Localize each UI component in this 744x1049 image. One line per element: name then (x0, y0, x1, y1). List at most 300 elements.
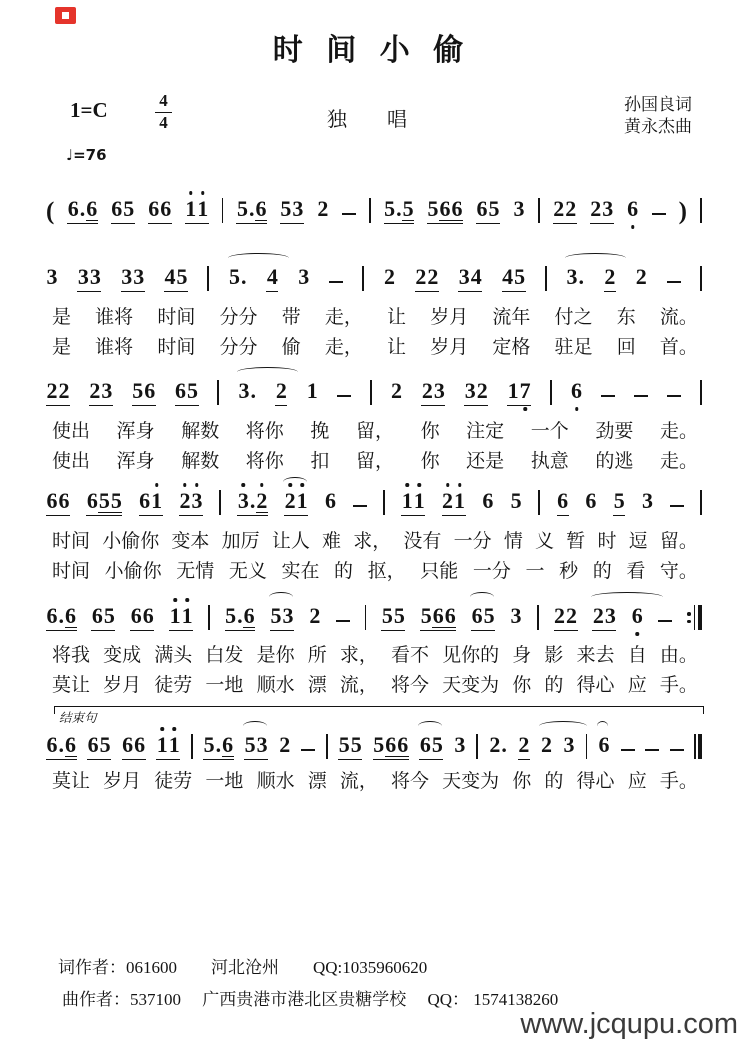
note-char: 6 (324, 488, 336, 513)
lyric-group: 将我 (52, 645, 91, 666)
note-char: 3 (46, 264, 58, 289)
duration-dash (670, 505, 684, 507)
duration-dash (652, 213, 666, 215)
note-char: 2 (179, 488, 191, 513)
duration-dash (601, 395, 615, 397)
note-part (275, 380, 287, 403)
note-part (270, 605, 294, 628)
lyric-group: 的 (592, 561, 612, 582)
note-part (592, 605, 616, 628)
lyric-group: 看不 (390, 645, 429, 666)
note-part (454, 734, 466, 757)
note-token (244, 734, 268, 760)
lyric-group: 时间 (157, 307, 196, 328)
note-part (185, 198, 209, 221)
note-char: 5 (393, 603, 405, 628)
note-part (179, 490, 203, 513)
note-token (489, 734, 508, 760)
note-char: 2 (421, 378, 433, 403)
note-token (46, 734, 77, 760)
note-part (203, 734, 222, 757)
lyrics-line (52, 332, 698, 359)
note-char: 6 (451, 196, 463, 221)
lyrics-line (52, 446, 698, 473)
note-token (401, 490, 425, 516)
note-char: 1 (185, 196, 197, 221)
note-part (130, 605, 154, 628)
note-char: 3 (513, 196, 525, 221)
duration-dash (667, 281, 681, 283)
barline (365, 605, 367, 630)
slur-arc (539, 721, 587, 731)
lyric-group: 身 (512, 645, 532, 666)
lyric-group: 秒 (559, 561, 579, 582)
note-char: . (215, 732, 222, 757)
lyric-group: 加厉 (221, 531, 260, 552)
note-token (476, 198, 500, 224)
note-char: 5 (514, 264, 526, 289)
note-part (121, 266, 145, 289)
note-part (502, 266, 526, 289)
note-char: 1 (169, 603, 181, 628)
slur-arc (243, 721, 267, 731)
note-token (238, 380, 257, 406)
note-part (255, 198, 267, 221)
repeat-dot (687, 620, 691, 624)
note-char: 6 (58, 488, 70, 513)
music-system-notes (46, 194, 702, 224)
duration-dash (658, 620, 672, 622)
lyric-group: 你 (512, 675, 532, 696)
lyric-group: 偷 (281, 337, 301, 358)
note-char: 1 (181, 603, 193, 628)
note-token (175, 380, 199, 406)
lyric-group: 义 (535, 531, 555, 552)
lyric-group: 让人 (271, 531, 310, 552)
note-char: 3 (191, 488, 203, 513)
note-part (510, 605, 522, 628)
lyrics-line (52, 526, 698, 553)
note-part (86, 198, 98, 221)
coda-label: 结束句 (56, 708, 100, 726)
lyric-group: 还是 (466, 451, 505, 472)
note-token (381, 605, 405, 631)
note-char: 2 (279, 732, 291, 757)
note-part (482, 490, 494, 513)
note-char: 1 (413, 488, 425, 513)
note-part (604, 266, 616, 289)
note-char: 1 (507, 378, 519, 403)
note-token (139, 490, 163, 516)
note-char: 2 (590, 196, 602, 221)
note-part (244, 734, 268, 757)
music-system-notes (46, 376, 702, 406)
note-part (156, 734, 180, 757)
note-char: 3 (256, 732, 268, 757)
lyric-group: 来去 (576, 645, 615, 666)
note-part (464, 380, 488, 403)
lyric-group: 手。 (659, 675, 698, 696)
note-part (540, 734, 552, 757)
note-char: 6 (144, 378, 156, 403)
note-char: 5 (229, 264, 241, 289)
note-part (513, 198, 525, 221)
note-char: 5 (338, 732, 350, 757)
barline (208, 605, 210, 630)
note-char: 2 (540, 732, 552, 757)
note-char: 3 (458, 264, 470, 289)
repeat-dot (687, 612, 691, 616)
note-token (280, 198, 304, 224)
lyric-group: 一地 (205, 675, 244, 696)
lyric-group: 留。 (659, 531, 698, 552)
note-char: 3 (89, 264, 101, 289)
note-token (420, 605, 456, 631)
barline (700, 198, 702, 223)
time-signature-top: 4 (159, 91, 168, 110)
note-char: 2 (391, 378, 403, 403)
note-char: 5 (373, 732, 385, 757)
barline-thin (694, 605, 696, 630)
note-char: 5 (510, 488, 522, 513)
note-part (164, 266, 188, 289)
note-token (563, 734, 575, 760)
note-char: 1 (156, 732, 168, 757)
lyric-group: 带 (281, 307, 301, 328)
slur-arc (565, 253, 626, 263)
note-char: 6 (419, 732, 431, 757)
note-part (222, 734, 234, 757)
note-char: 2 (58, 378, 70, 403)
lyric-group: 天变为 (442, 675, 500, 696)
note-part (415, 266, 439, 289)
note-part (317, 198, 329, 221)
note-char: 2 (415, 264, 427, 289)
note-part (237, 490, 256, 513)
note-token (86, 490, 122, 516)
duration-dash (670, 749, 684, 751)
lyric-group: 将今 (390, 675, 429, 696)
duration-dash (621, 749, 635, 751)
lyric-group: 求， (353, 531, 392, 552)
lyric-group: 走， (324, 307, 363, 328)
note-part (238, 380, 257, 403)
note-part (98, 490, 122, 513)
performance-form-label: 独 唱 (327, 109, 417, 131)
note-char: 5 (280, 196, 292, 221)
note-char: 6 (557, 488, 569, 513)
note-char: 5 (103, 603, 115, 628)
note-char: 2 (554, 603, 566, 628)
repeat-dots (687, 612, 691, 623)
barline (222, 198, 224, 223)
lyric-group: 是 (52, 337, 72, 358)
note-token (46, 380, 70, 406)
note-token (585, 490, 597, 516)
note-char: 6 (122, 732, 134, 757)
note-char: 2 (309, 603, 321, 628)
lyric-group: 将今 (390, 771, 429, 792)
repeat-barline (687, 605, 702, 630)
note-part (566, 266, 585, 289)
lyric-group: 求， (339, 645, 378, 666)
note-char: 6 (111, 196, 123, 221)
note-token (592, 605, 616, 631)
note-char: 2 (476, 378, 488, 403)
note-token (554, 605, 578, 631)
note-token (384, 266, 396, 292)
barline (369, 198, 371, 223)
footer-composer-info: 曲作者：537100 广西贵港市港北区贵糖学校 QQ： 1574138260 (62, 990, 559, 1009)
note-char: 6 (385, 732, 397, 757)
note-token (46, 266, 58, 292)
barline (326, 734, 328, 759)
note-char: 5 (384, 196, 396, 221)
lyric-group: 没有 (403, 531, 442, 552)
note-char: 5 (381, 603, 393, 628)
lyrics-line (52, 670, 698, 697)
note-token (631, 605, 643, 631)
note-token (324, 490, 336, 516)
note-token (613, 490, 625, 516)
note-char: 6 (148, 196, 160, 221)
note-part (306, 380, 318, 403)
note-char: 5 (431, 732, 443, 757)
note-token (419, 734, 443, 760)
lyric-group: 首。 (659, 337, 698, 358)
lyric-group: 莫让 (52, 675, 91, 696)
note-token (604, 266, 616, 292)
note-part (148, 198, 172, 221)
barline (700, 380, 702, 405)
note-char: 3 (563, 732, 575, 757)
lyric-group: 流， (339, 675, 378, 696)
note-part (309, 605, 321, 628)
note-part (631, 605, 643, 628)
note-token (275, 380, 287, 406)
lyric-group: 留， (355, 451, 394, 472)
lyric-group: 将你 (245, 421, 284, 442)
lyric-group: 谁将 (95, 307, 134, 328)
note-char: 2 (384, 264, 396, 289)
time-signature-bottom: 4 (159, 113, 168, 133)
note-token (458, 266, 482, 292)
note-part (553, 198, 577, 221)
note-part (627, 198, 639, 221)
note-part (67, 198, 86, 221)
note-part (471, 605, 495, 628)
barline (383, 490, 385, 515)
note-char: 2 (284, 488, 296, 513)
note-part (519, 380, 531, 403)
note-char: 6 (471, 603, 483, 628)
note-part (338, 734, 362, 757)
note-part (635, 266, 647, 289)
lyric-group: 得心 (576, 771, 615, 792)
note-part (590, 198, 614, 221)
lyric-group: 天变为 (442, 771, 500, 792)
note-part (421, 380, 445, 403)
note-token (164, 266, 188, 292)
note-char: 6 (130, 603, 142, 628)
lyric-group: 使出 (52, 451, 91, 472)
lyric-group: 驻足 (554, 337, 593, 358)
note-char: 6 (46, 488, 58, 513)
lyric-group: 使出 (52, 421, 91, 442)
note-char: 7 (519, 378, 531, 403)
lyric-group: 你 (420, 421, 440, 442)
barline (191, 734, 193, 759)
barline (219, 490, 221, 515)
slur-arc (228, 253, 289, 263)
lyric-group: 岁月 (103, 771, 142, 792)
note-char: 5 (176, 264, 188, 289)
note-char: 5 (350, 732, 362, 757)
lyric-group: 看 (626, 561, 646, 582)
note-part (87, 734, 111, 757)
lyric-group: 莫让 (52, 771, 91, 792)
note-char: 5 (99, 732, 111, 757)
note-char: . (58, 732, 64, 757)
note-part (427, 198, 439, 221)
lyric-group: 得心 (576, 675, 615, 696)
slur-arc (418, 721, 442, 731)
note-char: 6 (134, 732, 146, 757)
lyric-group: 徒劳 (154, 771, 193, 792)
note-token (507, 380, 531, 406)
note-char: 6 (432, 603, 444, 628)
note-char: 6 (175, 378, 187, 403)
lyric-group: 应 (627, 675, 647, 696)
lyric-group: 的 (334, 561, 354, 582)
lyric-group: 注定 (466, 421, 505, 442)
barline (550, 380, 552, 405)
note-part (46, 734, 65, 757)
note-part (77, 266, 101, 289)
lyric-group: 挽 (310, 421, 330, 442)
note-char: 3 (604, 603, 616, 628)
note-part (571, 380, 583, 403)
note-char: 3 (101, 378, 113, 403)
barline (545, 266, 547, 291)
note-part (432, 605, 456, 628)
note-part (243, 605, 255, 628)
note-part (280, 198, 304, 221)
lyric-group: 一个 (530, 421, 569, 442)
note-token (156, 734, 180, 760)
barline (700, 490, 702, 515)
note-char: 2 (489, 732, 501, 757)
lyricist-credit: 孙国良词 (624, 95, 692, 114)
note-part (256, 490, 268, 513)
note-token (317, 198, 329, 224)
note-char: 5 (110, 488, 122, 513)
lyric-group: 实在 (281, 561, 320, 582)
note-token (67, 198, 98, 224)
note-token (510, 490, 522, 516)
note-token (306, 380, 318, 406)
lyric-group: 走。 (659, 451, 698, 472)
duration-dash (329, 281, 343, 283)
barline-thin (694, 734, 696, 759)
note-part (598, 734, 610, 757)
note-token (46, 490, 70, 516)
note-part (132, 380, 156, 403)
barline-thick (698, 605, 702, 630)
lyrics-line (52, 416, 698, 443)
note-part (229, 266, 248, 289)
note-part (373, 734, 385, 757)
note-char: 5 (427, 196, 439, 221)
note-part (151, 490, 163, 513)
duration-dash (301, 749, 315, 751)
lyric-group: 自 (627, 645, 647, 666)
note-token (421, 380, 445, 406)
note-char: 6 (476, 196, 488, 221)
note-token (132, 380, 156, 406)
note-token (427, 198, 463, 224)
note-char: 6 (255, 196, 267, 221)
note-token (87, 734, 111, 760)
lyric-group: 难 (322, 531, 342, 552)
note-part (91, 605, 115, 628)
note-char: 3 (566, 264, 578, 289)
note-char: 6 (222, 732, 234, 757)
note-part (402, 198, 414, 221)
lyric-group: 所 (307, 645, 327, 666)
note-token (510, 605, 522, 631)
note-part (279, 734, 291, 757)
note-part (476, 198, 500, 221)
lyric-group: 留， (355, 421, 394, 442)
note-token (391, 380, 403, 406)
note-char: 5 (98, 488, 110, 513)
note-char: 6 (444, 603, 456, 628)
lyric-group: 扣 (310, 451, 330, 472)
note-part (175, 380, 199, 403)
lyric-group: 付之 (554, 307, 593, 328)
note-part (401, 490, 425, 513)
note-char: 6 (91, 603, 103, 628)
note-part (65, 605, 77, 628)
lyric-group: 变本 (171, 531, 210, 552)
lyric-group: 情 (503, 531, 523, 552)
note-token (225, 605, 256, 631)
note-char: 6 (631, 603, 643, 628)
barline (586, 734, 588, 759)
slur-arc (591, 592, 663, 602)
note-token (89, 380, 113, 406)
note-part (139, 490, 151, 513)
lyric-group: 满头 (154, 645, 193, 666)
note-token (185, 198, 209, 224)
note-char: 3 (642, 488, 654, 513)
barline (538, 198, 540, 223)
note-part (86, 490, 98, 513)
note-char: 5 (123, 196, 135, 221)
note-char: 5 (613, 488, 625, 513)
footer-lyricist-info: 词作者：061600 河北沧州 QQ:1035960620 (58, 958, 428, 977)
note-token (121, 266, 145, 292)
note-char: 2 (553, 196, 565, 221)
lyric-group: 漂 (307, 675, 327, 696)
note-token (471, 605, 495, 631)
note-char: 3 (464, 378, 476, 403)
lyric-group: 一分 (472, 561, 511, 582)
note-token (598, 734, 610, 760)
song-title: 时 间 小 偷 (272, 34, 472, 67)
note-token (590, 198, 614, 224)
